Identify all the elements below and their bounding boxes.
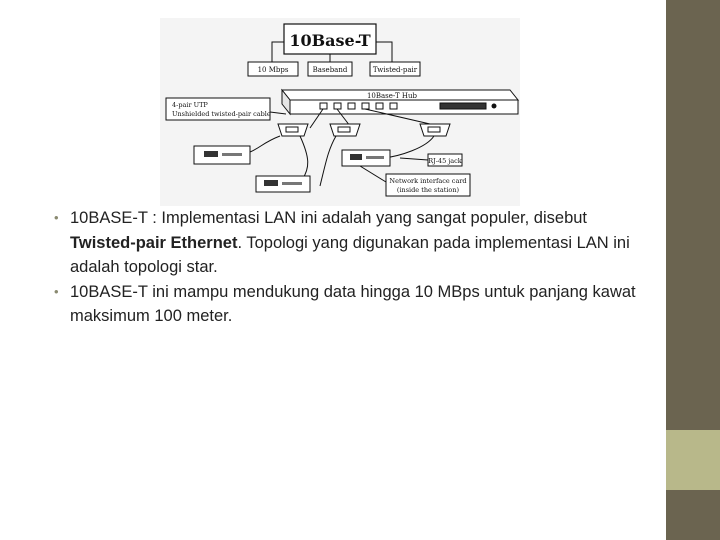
nic-label-line1: Network interface card (389, 177, 467, 185)
station-2 (342, 150, 390, 166)
wall-jack-1 (278, 124, 308, 136)
cable-label-line1: 4-pair UTP (172, 101, 208, 109)
property-label-band: Baseband (312, 66, 348, 74)
bullet-text: 10BASE-T : Implementasi LAN ini adalah yang sangat populer, disebut (70, 209, 588, 227)
bullet-text-cont: . Topologi yang digunakan pada implementasi LAN ini adalah topologi star. (70, 233, 630, 276)
bullet-text: 10BASE-T ini mampu mendukung data hingga 10 MBps untuk panjang kawat maksimum 100 meter. (70, 282, 636, 325)
bullet-item (54, 280, 654, 329)
bullet-item (54, 206, 654, 280)
jack-label: RJ-45 jack (428, 157, 462, 165)
wall-jack-2 (330, 124, 360, 136)
cable-label-line2: Unshielded twisted-pair cable (172, 110, 271, 118)
property-label-speed: 10 Mbps (257, 66, 289, 74)
nic-label-line2: (inside the station) (396, 186, 460, 194)
bullet-icon: • (54, 210, 59, 225)
property-label-media: Twisted-pair (372, 66, 418, 74)
sidebar-band-top (666, 0, 720, 430)
bullet-icon: • (54, 283, 59, 299)
station-3 (256, 176, 310, 192)
sidebar-band-accent (666, 430, 720, 490)
10base-t-diagram (160, 18, 520, 206)
hub-label: 10Base-T Hub (366, 92, 418, 100)
diagram-title: 10Base-T (289, 31, 371, 50)
slide-sidebar (666, 0, 720, 540)
hub (282, 90, 518, 114)
bullet-list (54, 206, 654, 329)
station-1 (194, 146, 250, 164)
bullet-bold-term: Twisted-pair Ethernet (70, 233, 238, 252)
sidebar-band-bottom (666, 490, 720, 540)
wall-jack-3 (420, 124, 450, 136)
